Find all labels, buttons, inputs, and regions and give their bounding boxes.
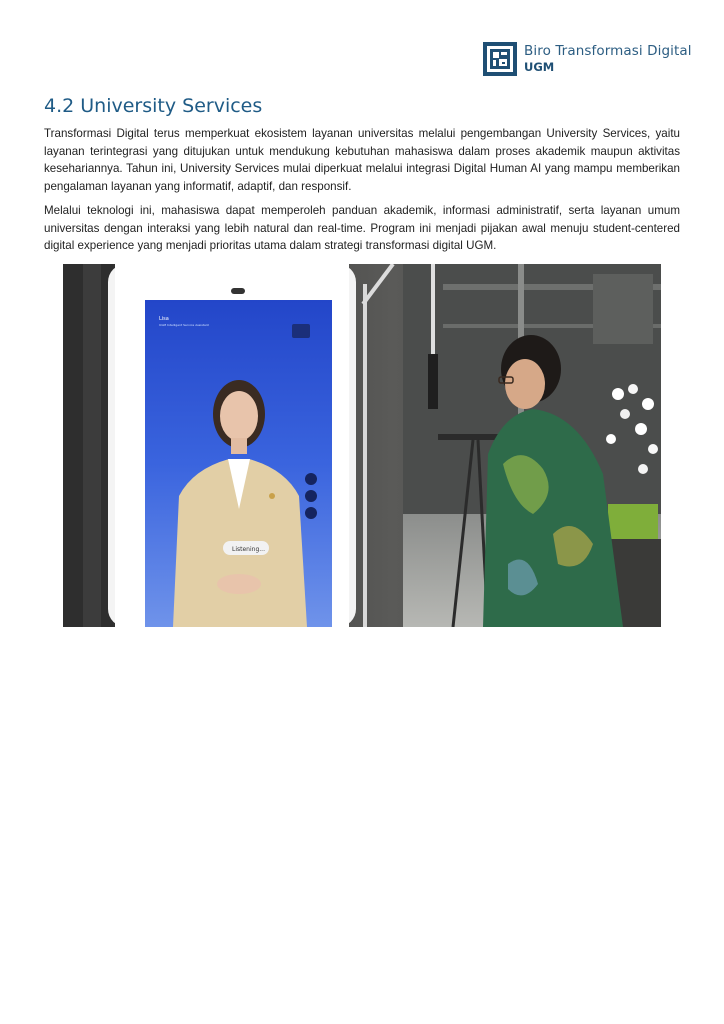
- ugm-logo-icon: [483, 42, 517, 76]
- listening-label: Listening...: [232, 546, 265, 553]
- section-title: 4.2 University Services: [44, 95, 263, 117]
- brand-org: UGM: [524, 59, 555, 74]
- paragraph-detail: Melalui teknologi ini, mahasiswa dapat memperoleh panduan akademik, informasi administratif, serta layanan umum universitas dengan interaksi yang lebih natural dan real-time. Program ini menjadi pijakan awal menuju student-centered digital experience yang menjadi prioritas utama dalam strategi transformasi digital UGM.: [44, 204, 680, 253]
- kiosk-subtitle: UGM Intelligent Service Assistant: [159, 323, 209, 327]
- brand-name: Biro Transformasi Digital: [524, 43, 692, 59]
- brand-logo: [483, 42, 692, 76]
- paragraph-intro: Transformasi Digital terus memperkuat ekosistem layanan universitas melalui pengembangan University Services, yaitu layanan terintegrasi yang ditujukan untuk mendukung kebutuhan mahasiswa dalam proses akademik maupun aktivitas kesehariannya. Tahun ini, University Services mulai diperkuat melalui integrasi Digital Human AI yang mampu memberikan pengalaman layanan yang informatif, adaptif, dan responsif.: [44, 127, 680, 193]
- kiosk-name: Lisa: [159, 316, 169, 322]
- kiosk-photo: [63, 264, 661, 627]
